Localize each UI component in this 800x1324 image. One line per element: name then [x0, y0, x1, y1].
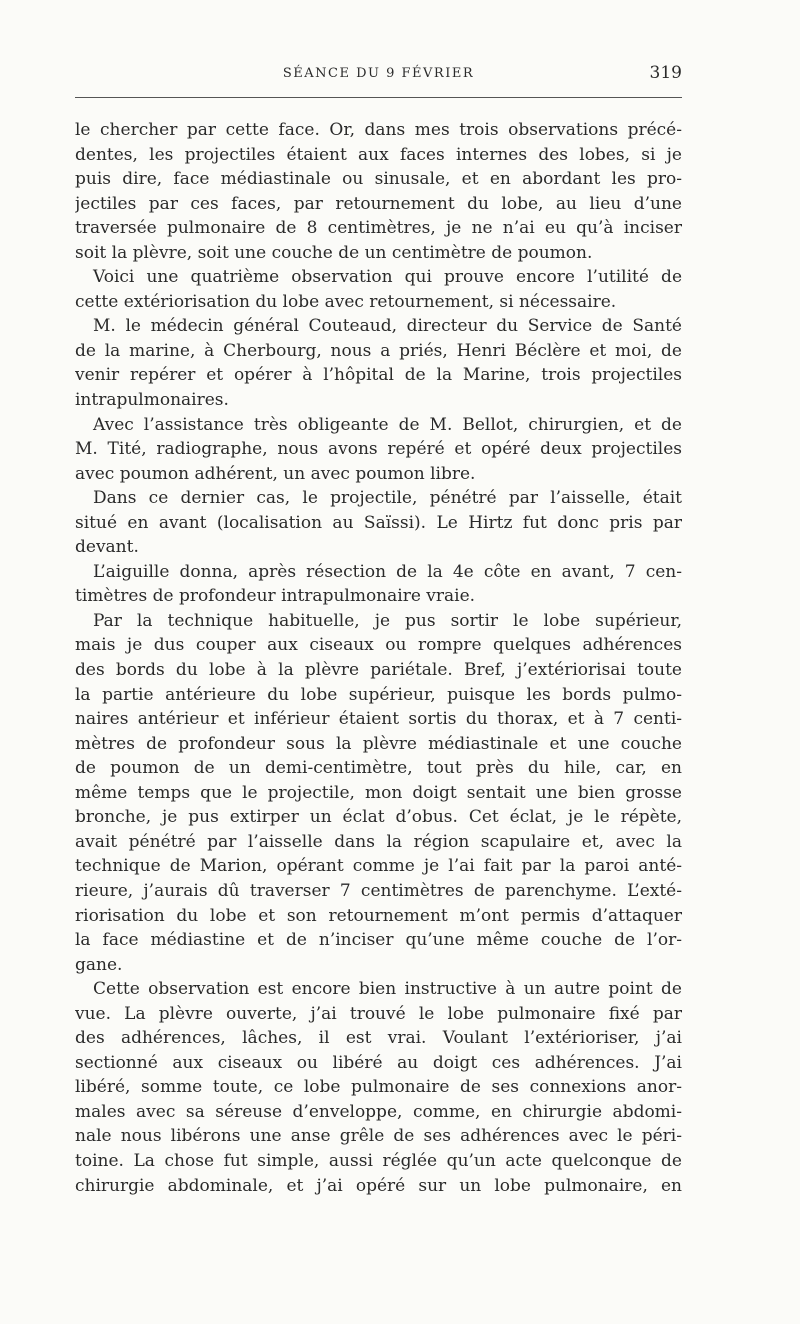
text-line: riorisation du lobe et son retournement m’ont permis d’attaquer [75, 905, 682, 926]
text-line: mais je dus couper aux ciseaux ou rompre quelques adhérences [75, 635, 682, 656]
paragraph-start: Par la technique habituelle, je pus sortir le lobe supérieur, [93, 610, 682, 631]
paragraph-start: Avec l’assistance très obligeante de M. Bellot, chirurgien, et de [93, 414, 682, 435]
text-line: dentes, les projectiles étaient aux faces internes des lobes, si je [75, 144, 682, 165]
text-line: bronche, je pus extirper un éclat d’obus. Cet éclat, je le répète, [75, 807, 682, 828]
running-title: SÉANCE DU 9 FÉVRIER [282, 66, 475, 81]
text-line: jectiles par ces faces, par retournement du lobe, au lieu d’une [75, 193, 682, 214]
text-line: rieure, j’aurais dû traverser 7 centimètres de parenchyme. L’exté- [75, 880, 682, 901]
text-line: de la marine, à Cherbourg, nous a priés, Henri Béclère et moi, de [75, 340, 682, 361]
text-line: libéré, somme toute, ce lobe pulmonaire de ses connexions anor- [75, 1077, 682, 1098]
text-line: avait pénétré par l’aisselle dans la région scapulaire et, avec la [75, 831, 682, 852]
text-line: vue. La plèvre ouverte, j’ai trouvé le lobe pulmonaire fixé par [75, 1003, 682, 1024]
text-line: puis dire, face médiastinale ou sinusale, et en abordant les pro- [75, 169, 682, 190]
text-line: gane. [75, 954, 123, 975]
text-line: sectionné aux ciseaux ou libéré au doigt ces adhérences. J’ai [75, 1052, 682, 1073]
text-line: chirurgie abdominale, et j’ai opéré sur un lobe pulmonaire, en [75, 1175, 682, 1196]
text-line: males avec sa séreuse d’enveloppe, comme, en chirurgie abdomi- [75, 1101, 682, 1122]
text-line: timètres de profondeur intrapulmonaire vraie. [75, 586, 476, 607]
running-header [75, 58, 682, 98]
text-line: M. Tité, radiographe, nous avons repéré et opéré deux projectiles [75, 439, 682, 460]
text-line: technique de Marion, opérant comme je l’ai fait par la paroi anté- [75, 856, 682, 877]
body-text [75, 118, 682, 1198]
text-line: la face médiastine et de n’inciser qu’une même couche de l’or- [75, 930, 682, 951]
text-line: de poumon de un demi-centimètre, tout près du hile, car, en [75, 758, 682, 779]
text-line: intrapulmonaires. [75, 390, 229, 411]
text-line: naires antérieur et inférieur étaient sortis du thorax, et à 7 centi- [75, 709, 682, 730]
text-line: mètres de profondeur sous la plèvre médiastinale et une couche [75, 733, 682, 754]
text-line: toine. La chose fut simple, aussi réglée qu’un acte quelconque de [75, 1150, 682, 1171]
text-line: situé en avant (localisation au Saïssi). Le Hirtz fut donc pris par [75, 512, 682, 533]
text-line: venir repérer et opérer à l’hôpital de la Marine, trois projectiles [75, 365, 682, 386]
page-number: 319 [649, 63, 682, 83]
text-line: cette extériorisation du lobe avec retournement, si nécessaire. [75, 291, 617, 312]
text-line: devant. [75, 537, 139, 558]
paragraph-start: M. le médecin général Couteaud, directeur du Service de Santé [93, 316, 682, 337]
text-line: des adhérences, lâches, il est vrai. Voulant l’extérioriser, j’ai [75, 1028, 682, 1049]
paragraph-start: Voici une quatrième observation qui prouve encore l’utilité de [93, 267, 682, 288]
text-line: soit la plèvre, soit une couche de un centimètre de poumon. [75, 242, 593, 263]
text-line: le chercher par cette face. Or, dans mes trois observations précé- [75, 120, 682, 140]
text-line: nale nous libérons une anse grêle de ses adhérences avec le péri- [75, 1126, 682, 1147]
paragraph-start: Dans ce dernier cas, le projectile, pénétré par l’aisselle, était [93, 488, 682, 509]
paragraph-start: L’aiguille donna, après résection de la 4e côte en avant, 7 cen- [93, 561, 682, 582]
text-line: des bords du lobe à la plèvre pariétale. Bref, j’extériorisai toute [75, 660, 682, 681]
text-line: la partie antérieure du lobe supérieur, puisque les bords pulmo- [75, 684, 682, 705]
text-line: avec poumon adhérent, un avec poumon libre. [75, 463, 476, 484]
paragraph-start: Cette observation est encore bien instructive à un autre point de [93, 979, 682, 1000]
text-line: traversée pulmonaire de 8 centimètres, je ne n’ai eu qu’à inciser [75, 218, 682, 239]
text-line: même temps que le projectile, mon doigt sentait une bien grosse [75, 782, 682, 803]
